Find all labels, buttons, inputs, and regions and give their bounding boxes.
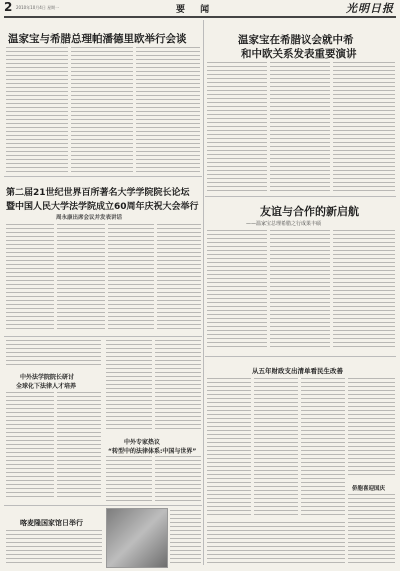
headline-overseas-chinese: 侨胞喜迎国庆: [352, 486, 386, 492]
article-body-text: [6, 47, 68, 173]
section-title: 要 闻: [176, 5, 216, 15]
article-body-text: [333, 62, 395, 192]
headline-friendship-cooperation: 友谊与合作的新启航: [260, 205, 359, 218]
headline-forum-1: 第二届21世纪世界百所著名大学学院院长论坛: [6, 188, 190, 198]
masthead: [4, 2, 396, 18]
date-line: 2010年10月4日 星期一: [16, 5, 60, 10]
article-body-text: [333, 230, 395, 350]
news-photo: [106, 508, 168, 568]
article-body-text: [6, 530, 102, 566]
headline-wen-parliament-1: 温家宝在希腊议会就中希: [238, 34, 354, 46]
article-body-text: [254, 378, 298, 518]
section-divider: [4, 336, 202, 337]
article-body-text: [106, 456, 152, 502]
newspaper-logo: 光明日报: [346, 2, 394, 15]
headline-fiscal-spending: 从五年财政支出清单看民生改善: [252, 367, 343, 375]
article-body-text: [207, 522, 345, 566]
headline-cameroon-pavilion: 喀麦隆国家馆日举行: [20, 519, 83, 527]
column-divider: [203, 20, 204, 565]
article-body-text: [106, 340, 152, 432]
article-body-text: [348, 494, 395, 566]
subtitle-friendship-cooperation: ——温家宝总理希腊之行成果丰硕: [246, 221, 322, 227]
article-body-text: [348, 378, 395, 478]
article-body-text: [207, 230, 267, 350]
article-body-text: [155, 340, 201, 432]
section-divider: [205, 196, 396, 197]
article-body-text: [6, 392, 54, 500]
section-divider: [4, 505, 202, 506]
headline-wen-papandreou: 温家宝与希腊总理帕潘德里欧举行会谈: [8, 33, 187, 45]
headline-experts-2: “转型中的法律体系:中国与世界”: [108, 448, 197, 455]
article-body-text: [136, 47, 200, 173]
article-body-text: [6, 224, 54, 332]
subtitle-forum: 周永康出席会议并发表讲话: [56, 215, 123, 221]
article-body-text: [270, 62, 330, 192]
article-body-text: [6, 340, 101, 368]
article-body-text: [57, 392, 101, 500]
article-body-text: [207, 62, 267, 192]
page-number: 2: [4, 0, 13, 14]
article-body-text: [270, 230, 330, 350]
article-body-text: [155, 456, 201, 502]
headline-deans-seminar-2: 全球化下法律人才培养: [16, 383, 77, 390]
headline-forum-2: 暨中国人民大学法学院成立60周年庆祝大会举行: [6, 202, 199, 212]
article-body-text: [57, 224, 105, 332]
article-body-text: [170, 510, 201, 566]
headline-deans-seminar-1: 中外法学院院长研讨: [20, 374, 75, 381]
headline-experts-1: 中外专家热议: [124, 439, 161, 446]
article-body-text: [301, 378, 345, 518]
headline-wen-parliament-2: 和中欧关系发表重要演讲: [241, 48, 357, 60]
article-body-text: [71, 47, 133, 173]
article-body-text: [108, 224, 154, 332]
section-divider: [4, 176, 202, 177]
section-divider: [205, 356, 396, 357]
article-body-text: [207, 378, 251, 518]
article-body-text: [157, 224, 201, 332]
